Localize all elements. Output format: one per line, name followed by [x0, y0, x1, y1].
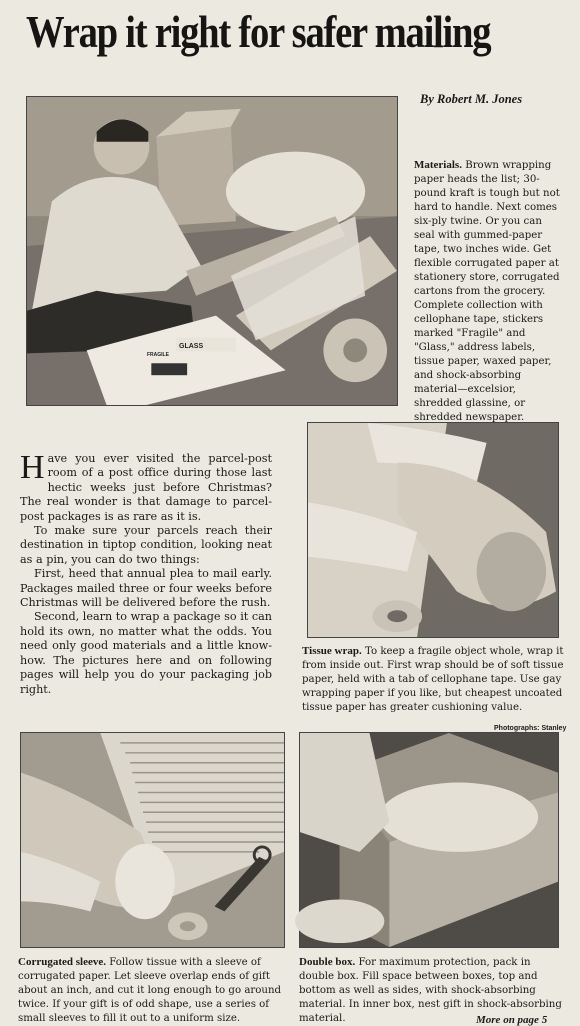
- fragile-sticker: FRAGILE: [147, 352, 169, 358]
- photo-credit: Photographs: Stanley: [494, 725, 567, 732]
- continued-link[interactable]: More on page 5: [476, 1014, 548, 1026]
- double-box-photo: [299, 732, 559, 948]
- drop-cap: H: [20, 449, 45, 486]
- intro-text: [20, 449, 272, 697]
- materials-caption-text: Brown wrapping paper heads the list; 30-pound kraft is tough but not hard to handle. Next comes six-ply twine. Or you can seal with gummed-paper tape, two inches wide. Get flexible corrugated paper at stationery store, corrugated cartons from the grocery. Complete collection with cellophane tape, stickers marked "Fragile" and "Glass," address labels, tissue paper, waxed paper, and shock-absorbing material—excelsior, shredded glassine, or shredded newspaper.: [414, 160, 560, 423]
- corrugated-caption: [18, 955, 286, 1026]
- materials-caption-title: Materials.: [414, 159, 462, 171]
- tissue-wrap-photo: [307, 422, 559, 638]
- glass-sticker: GLASS: [179, 343, 204, 350]
- headline: Wrap it right for safer mailing: [26, 6, 491, 57]
- tissue-caption: [302, 644, 567, 715]
- tissue-caption-text: To keep a fragile object whole, wrap it from inside out. First wrap should be of soft tissue paper, held with a tab of cellophane tape. Use gay wrapping paper if you like, but cheapest uncoated tissue paper has greater cushioning value.: [302, 646, 564, 713]
- intro-paragraph: First, heed that annual plea to mail early. Packages mailed three or four weeks before Christmas will be delivered before the rush.: [20, 567, 272, 610]
- intro-paragraph: Have you ever visited the parcel-post room of a post office during those last hectic weeks just before Christmas? The real wonder is that damage to parcel-post packages is as rare as it is.: [20, 449, 272, 523]
- tissue-caption-title: Tissue wrap.: [302, 645, 362, 657]
- double-box-caption-text: For maximum protection, pack in double box. Fill space between boxes, top and bottom as well as sides, with shock-absorbing material. In inner box, nest gift in shock-absorbing material.: [299, 957, 562, 1024]
- corrugated-sleeve-photo: [20, 732, 285, 948]
- corrugated-caption-title: Corrugated sleeve.: [18, 956, 106, 968]
- corrugated-caption-text: Follow tissue with a sleeve of corrugated paper. Let sleeve overlap ends of gift about an inch, and cut it long enough to go around twice. If your gift is of odd shape, use a series of small sleeves to fill it out to a uniform size.: [18, 957, 282, 1024]
- materials-caption: [414, 158, 564, 425]
- double-box-caption-title: Double box.: [299, 956, 356, 968]
- byline: By Robert M. Jones: [420, 92, 523, 106]
- intro-paragraph: To make sure your parcels reach their destination in tiptop condition, looking neat as a pin, you can do two things:: [20, 524, 272, 566]
- materials-photo: [26, 96, 398, 406]
- intro-paragraph: Second, learn to wrap a package so it can hold its own, no matter what the odds. You need only good materials and a little know-how. The pictures here and on following pages will help you do your packaging job right.: [20, 610, 272, 696]
